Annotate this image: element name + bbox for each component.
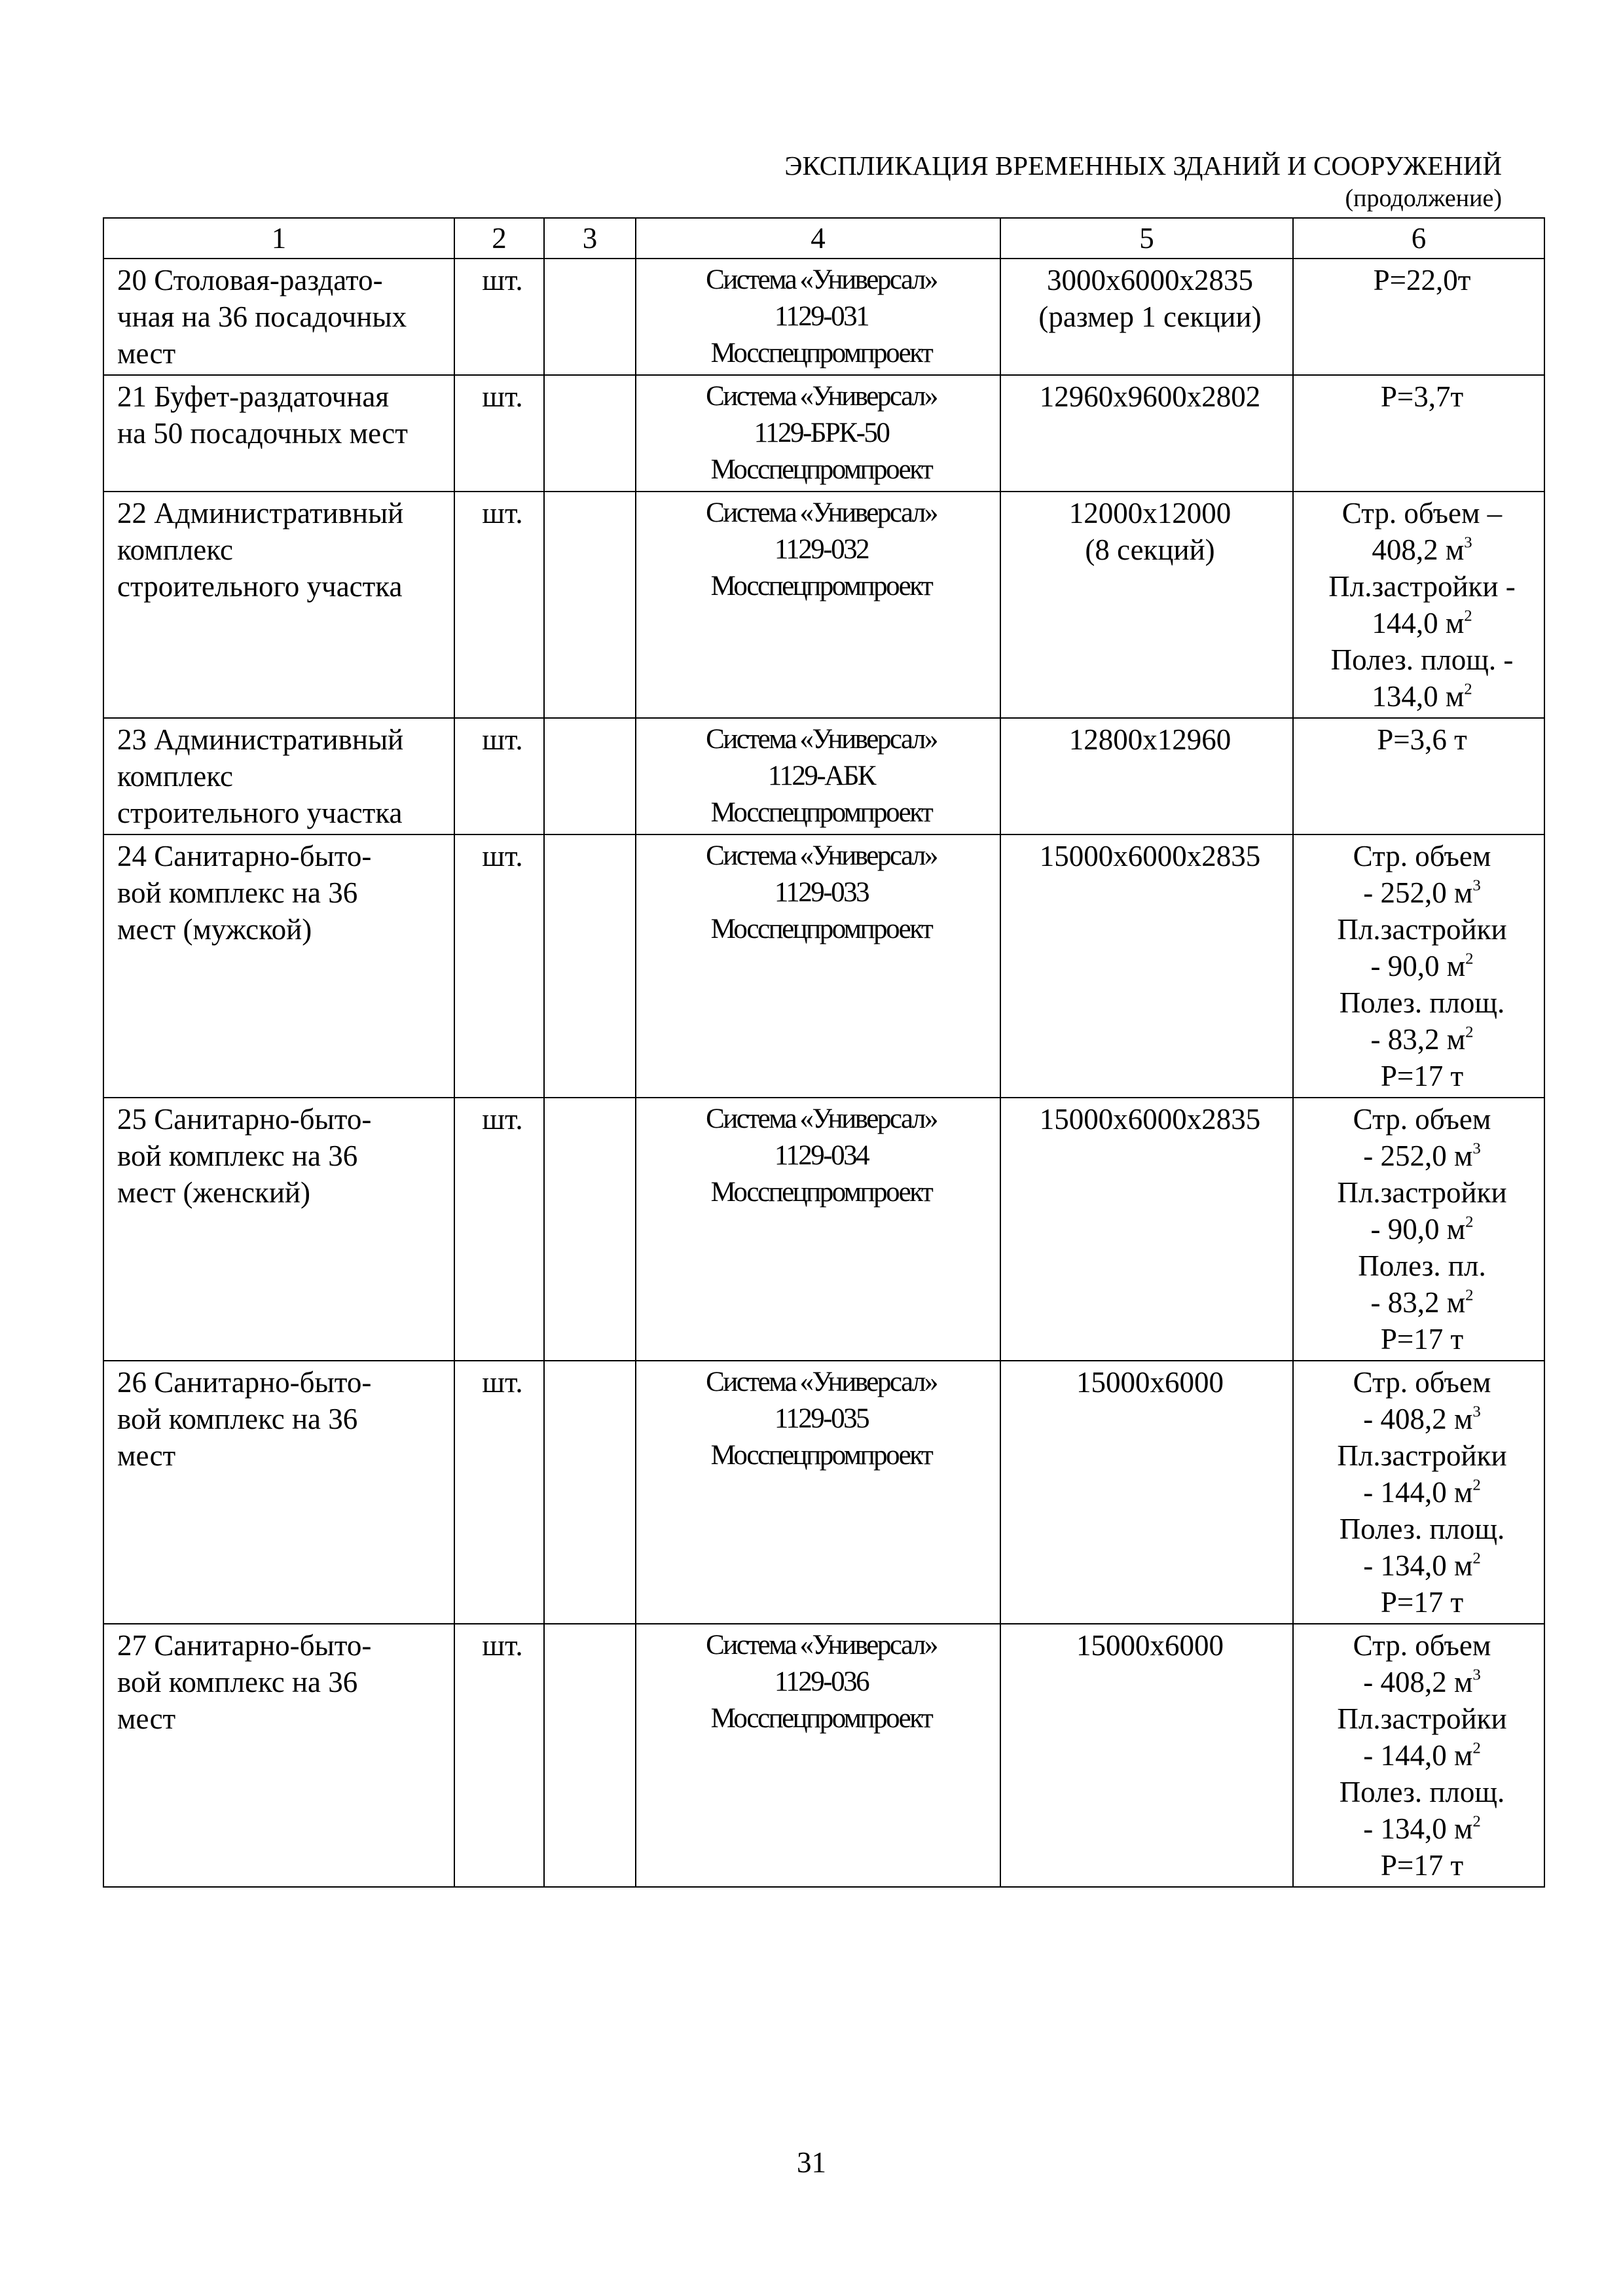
cell-characteristics <box>1293 718 1544 834</box>
unit-exponent: 2 <box>1472 1476 1481 1494</box>
name-line: 27 Санитарно-быто- <box>117 1629 372 1662</box>
table-row <box>103 375 1544 492</box>
name-line: мест <box>117 337 176 370</box>
table-row <box>103 834 1544 1098</box>
cell-name <box>103 259 454 375</box>
cell-system <box>636 492 1000 718</box>
dimensions-line: 3000x6000x2835 <box>1047 264 1253 296</box>
name-line: 23 Административный <box>117 723 404 756</box>
characteristic-text: 134,0 м <box>1372 680 1465 713</box>
dimensions-line: 12800x12960 <box>1068 723 1231 756</box>
name-line: вой комплекс на 36 <box>117 1139 358 1172</box>
characteristic-line <box>1307 1810 1537 1847</box>
name-line: 21 Буфет-раздаточная <box>117 380 390 413</box>
cell-characteristics <box>1293 1361 1544 1624</box>
unit-exponent: 3 <box>1472 1403 1481 1421</box>
characteristic-line <box>1307 838 1537 874</box>
column-header: 4 <box>636 218 1000 259</box>
cell-quantity <box>544 1361 636 1624</box>
cell-quantity <box>544 259 636 375</box>
name-line: мест (мужской) <box>117 913 312 946</box>
cell-unit: шт. <box>454 375 544 492</box>
cell-quantity <box>544 834 636 1098</box>
system-line: Система «Универсал» <box>706 1630 937 1660</box>
characteristic-line <box>1307 378 1537 415</box>
characteristic-text: Р=17 т <box>1380 1586 1464 1619</box>
dimensions-line: 15000x6000 <box>1076 1629 1224 1662</box>
system-line: Мосспецпромпроект <box>710 797 932 828</box>
unit-exponent: 2 <box>1465 950 1474 968</box>
unit-exponent: 2 <box>1472 1739 1481 1757</box>
table-body <box>103 259 1544 1887</box>
name-line: мест (женский) <box>117 1176 310 1209</box>
cell-characteristics <box>1293 1624 1544 1887</box>
characteristic-text: Р=17 т <box>1380 1323 1464 1355</box>
page-title: ЭКСПЛИКАЦИЯ ВРЕМЕННЫХ ЗДАНИЙ И СООРУЖЕНИЙ <box>784 151 1502 181</box>
characteristic-line <box>1307 1700 1537 1737</box>
cell-system <box>636 1361 1000 1624</box>
characteristic-line <box>1307 1364 1537 1401</box>
cell-characteristics <box>1293 834 1544 1098</box>
characteristic-text: Пл.застройки - <box>1328 570 1516 603</box>
system-line: Мосспецпромпроект <box>710 454 932 485</box>
characteristic-line <box>1307 568 1537 605</box>
column-header: 6 <box>1293 218 1544 259</box>
cell-unit: шт. <box>454 492 544 718</box>
dimensions-line: 15000x6000 <box>1076 1366 1224 1399</box>
characteristic-line <box>1307 1211 1537 1247</box>
system-line: 1129-031 <box>774 301 869 332</box>
name-line: 25 Санитарно-быто- <box>117 1103 372 1136</box>
cell-dimensions <box>1000 718 1293 834</box>
unit-exponent: 2 <box>1465 1213 1474 1231</box>
characteristic-line <box>1307 1247 1537 1284</box>
system-line: Мосспецпромпроект <box>710 1703 932 1734</box>
dimensions-line: 15000x6000x2835 <box>1039 1103 1261 1136</box>
cell-quantity <box>544 375 636 492</box>
dimensions-line: 12960x9600x2802 <box>1039 380 1261 413</box>
cell-name <box>103 375 454 492</box>
cell-dimensions <box>1000 834 1293 1098</box>
name-line: вой комплекс на 36 <box>117 1403 358 1435</box>
system-line: 1129-БРК-50 <box>754 418 889 448</box>
cell-name <box>103 1098 454 1361</box>
characteristic-line <box>1307 1284 1537 1321</box>
characteristic-text: - 90,0 м <box>1370 1213 1466 1246</box>
cell-unit: шт. <box>454 1098 544 1361</box>
characteristic-text: Р=22,0т <box>1373 264 1471 296</box>
characteristic-text: - 83,2 м <box>1370 1286 1466 1319</box>
system-line: Система «Универсал» <box>706 1103 937 1134</box>
cell-dimensions <box>1000 259 1293 375</box>
characteristic-line <box>1307 1138 1537 1174</box>
cell-name <box>103 718 454 834</box>
cell-unit: шт. <box>454 259 544 375</box>
name-line: вой комплекс на 36 <box>117 1666 358 1698</box>
characteristic-text: - 144,0 м <box>1363 1476 1473 1509</box>
system-line: 1129-033 <box>774 877 869 908</box>
cell-dimensions <box>1000 492 1293 718</box>
characteristic-line <box>1307 1774 1537 1810</box>
cell-name <box>103 834 454 1098</box>
cell-unit: шт. <box>454 834 544 1098</box>
cell-name <box>103 1361 454 1624</box>
characteristic-line <box>1307 1737 1537 1774</box>
system-line: Мосспецпромпроект <box>710 571 932 601</box>
characteristic-text: Пл.застройки <box>1337 1439 1507 1472</box>
page-number: 31 <box>797 2146 826 2179</box>
unit-exponent: 2 <box>1464 607 1472 625</box>
characteristic-text: 144,0 м <box>1372 607 1465 639</box>
system-line: Система «Универсал» <box>706 1367 937 1397</box>
characteristic-text: Стр. объем <box>1353 1103 1491 1136</box>
name-line: чная на 36 посадочных <box>117 300 407 333</box>
characteristic-text: Стр. объем <box>1353 840 1491 872</box>
characteristic-text: - 83,2 м <box>1370 1023 1466 1056</box>
unit-exponent: 3 <box>1472 876 1481 895</box>
cell-characteristics <box>1293 259 1544 375</box>
name-line: на 50 посадочных мест <box>117 417 408 450</box>
characteristic-text: Стр. объем – <box>1341 497 1503 529</box>
name-line: комплекс <box>117 533 233 566</box>
characteristic-line <box>1307 874 1537 911</box>
system-line: Система «Универсал» <box>706 840 937 871</box>
characteristic-line <box>1307 1437 1537 1474</box>
table-row <box>103 718 1544 834</box>
characteristic-line <box>1307 1474 1537 1511</box>
cell-quantity <box>544 1098 636 1361</box>
unit-exponent: 3 <box>1472 1139 1481 1158</box>
cell-name <box>103 1624 454 1887</box>
characteristic-text: - 90,0 м <box>1370 950 1466 982</box>
system-line: Мосспецпромпроект <box>710 914 932 944</box>
system-line: Система «Универсал» <box>706 497 937 528</box>
cell-quantity <box>544 492 636 718</box>
table-row <box>103 259 1544 375</box>
cell-characteristics <box>1293 492 1544 718</box>
characteristic-line <box>1307 721 1537 758</box>
characteristic-line <box>1307 1627 1537 1664</box>
dimensions-line: (размер 1 секции) <box>1038 300 1262 333</box>
unit-exponent: 2 <box>1472 1549 1481 1568</box>
explication-table <box>103 217 1545 1888</box>
characteristic-line <box>1307 1321 1537 1357</box>
characteristic-text: - 252,0 м <box>1363 876 1473 909</box>
name-line: строительного участка <box>117 797 403 829</box>
characteristic-text: Стр. объем <box>1353 1629 1491 1662</box>
unit-exponent: 2 <box>1465 1286 1474 1304</box>
characteristic-text: - 134,0 м <box>1363 1812 1473 1845</box>
characteristic-line <box>1307 1021 1537 1058</box>
cell-system <box>636 718 1000 834</box>
characteristic-text: - 408,2 м <box>1363 1666 1473 1698</box>
cell-system <box>636 1624 1000 1887</box>
name-line: 22 Административный <box>117 497 404 529</box>
system-line: Мосспецпромпроект <box>710 338 932 368</box>
system-line: Система «Универсал» <box>706 264 937 295</box>
characteristic-line <box>1307 1847 1537 1884</box>
characteristic-line <box>1307 531 1537 568</box>
column-header: 3 <box>544 218 636 259</box>
characteristic-text: Полез. площ. - <box>1330 643 1514 676</box>
cell-dimensions <box>1000 1624 1293 1887</box>
table-row <box>103 1361 1544 1624</box>
column-header: 5 <box>1000 218 1293 259</box>
dimensions-line: (8 секций) <box>1085 533 1215 566</box>
system-line: Система «Универсал» <box>706 381 937 412</box>
cell-unit: шт. <box>454 1361 544 1624</box>
cell-dimensions <box>1000 375 1293 492</box>
cell-system <box>636 1098 1000 1361</box>
characteristic-line <box>1307 1174 1537 1211</box>
characteristic-text: Р=17 т <box>1380 1060 1464 1092</box>
name-line: 24 Санитарно-быто- <box>117 840 372 872</box>
system-line: 1129-032 <box>774 534 869 565</box>
cell-system <box>636 259 1000 375</box>
unit-exponent: 3 <box>1464 533 1472 552</box>
table-header-row <box>103 218 1544 259</box>
characteristic-line <box>1307 1664 1537 1700</box>
system-line: Мосспецпромпроект <box>710 1177 932 1208</box>
cell-characteristics <box>1293 375 1544 492</box>
name-line: 26 Санитарно-быто- <box>117 1366 372 1399</box>
cell-unit: шт. <box>454 718 544 834</box>
name-line: вой комплекс на 36 <box>117 876 358 909</box>
characteristic-text: Полез. площ. <box>1339 1513 1505 1545</box>
characteristic-line <box>1307 1401 1537 1437</box>
characteristic-text: - 144,0 м <box>1363 1739 1473 1772</box>
system-line: 1129-035 <box>774 1403 869 1434</box>
characteristic-text: - 408,2 м <box>1363 1403 1473 1435</box>
characteristic-line <box>1307 1058 1537 1094</box>
characteristic-line <box>1307 948 1537 984</box>
characteristic-text: Полез. площ. <box>1339 1776 1505 1808</box>
characteristic-line <box>1307 1101 1537 1138</box>
system-line: Мосспецпромпроект <box>710 1440 932 1471</box>
characteristic-line <box>1307 605 1537 641</box>
characteristic-text: - 252,0 м <box>1363 1139 1473 1172</box>
cell-system <box>636 375 1000 492</box>
table-row <box>103 1624 1544 1887</box>
characteristic-text: - 134,0 м <box>1363 1549 1473 1582</box>
characteristic-text: Р=17 т <box>1380 1849 1464 1882</box>
characteristic-text: Полез. пл. <box>1358 1249 1486 1282</box>
system-line: 1129-034 <box>774 1140 869 1171</box>
column-header: 2 <box>454 218 544 259</box>
cell-quantity <box>544 1624 636 1887</box>
characteristic-text: Стр. объем <box>1353 1366 1491 1399</box>
table-row <box>103 1098 1544 1361</box>
characteristic-line <box>1307 1511 1537 1547</box>
cell-unit: шт. <box>454 1624 544 1887</box>
name-line: мест <box>117 1702 176 1735</box>
characteristic-line <box>1307 678 1537 715</box>
unit-exponent: 3 <box>1472 1666 1481 1684</box>
system-line: 1129-036 <box>774 1666 869 1697</box>
characteristic-text: Полез. площ. <box>1339 986 1505 1019</box>
characteristic-text: Р=3,6 т <box>1377 723 1467 756</box>
unit-exponent: 2 <box>1464 680 1472 698</box>
dimensions-line: 12000x12000 <box>1068 497 1231 529</box>
column-header: 1 <box>103 218 454 259</box>
characteristic-text: Пл.застройки <box>1337 1702 1507 1735</box>
dimensions-line: 15000x6000x2835 <box>1039 840 1261 872</box>
table-row <box>103 492 1544 718</box>
characteristic-text: Р=3,7т <box>1380 380 1464 413</box>
system-line: Система «Универсал» <box>706 724 937 755</box>
unit-exponent: 2 <box>1472 1812 1481 1831</box>
system-line: 1129-АБК <box>767 761 875 791</box>
characteristic-line <box>1307 641 1537 678</box>
cell-system <box>636 834 1000 1098</box>
cell-name <box>103 492 454 718</box>
name-line: строительного участка <box>117 570 403 603</box>
page-subtitle: (продолжение) <box>1345 185 1502 212</box>
characteristic-line <box>1307 262 1537 298</box>
cell-characteristics <box>1293 1098 1544 1361</box>
name-line: комплекс <box>117 760 233 793</box>
unit-exponent: 2 <box>1465 1023 1474 1041</box>
characteristic-line <box>1307 1547 1537 1584</box>
characteristic-line <box>1307 1584 1537 1621</box>
characteristic-line <box>1307 984 1537 1021</box>
characteristic-line <box>1307 911 1537 948</box>
cell-dimensions <box>1000 1098 1293 1361</box>
characteristic-text: Пл.застройки <box>1337 913 1507 946</box>
cell-dimensions <box>1000 1361 1293 1624</box>
characteristic-line <box>1307 495 1537 531</box>
name-line: 20 Столовая-раздато- <box>117 264 383 296</box>
cell-quantity <box>544 718 636 834</box>
name-line: мест <box>117 1439 176 1472</box>
characteristic-text: 408,2 м <box>1372 533 1465 566</box>
characteristic-text: Пл.застройки <box>1337 1176 1507 1209</box>
